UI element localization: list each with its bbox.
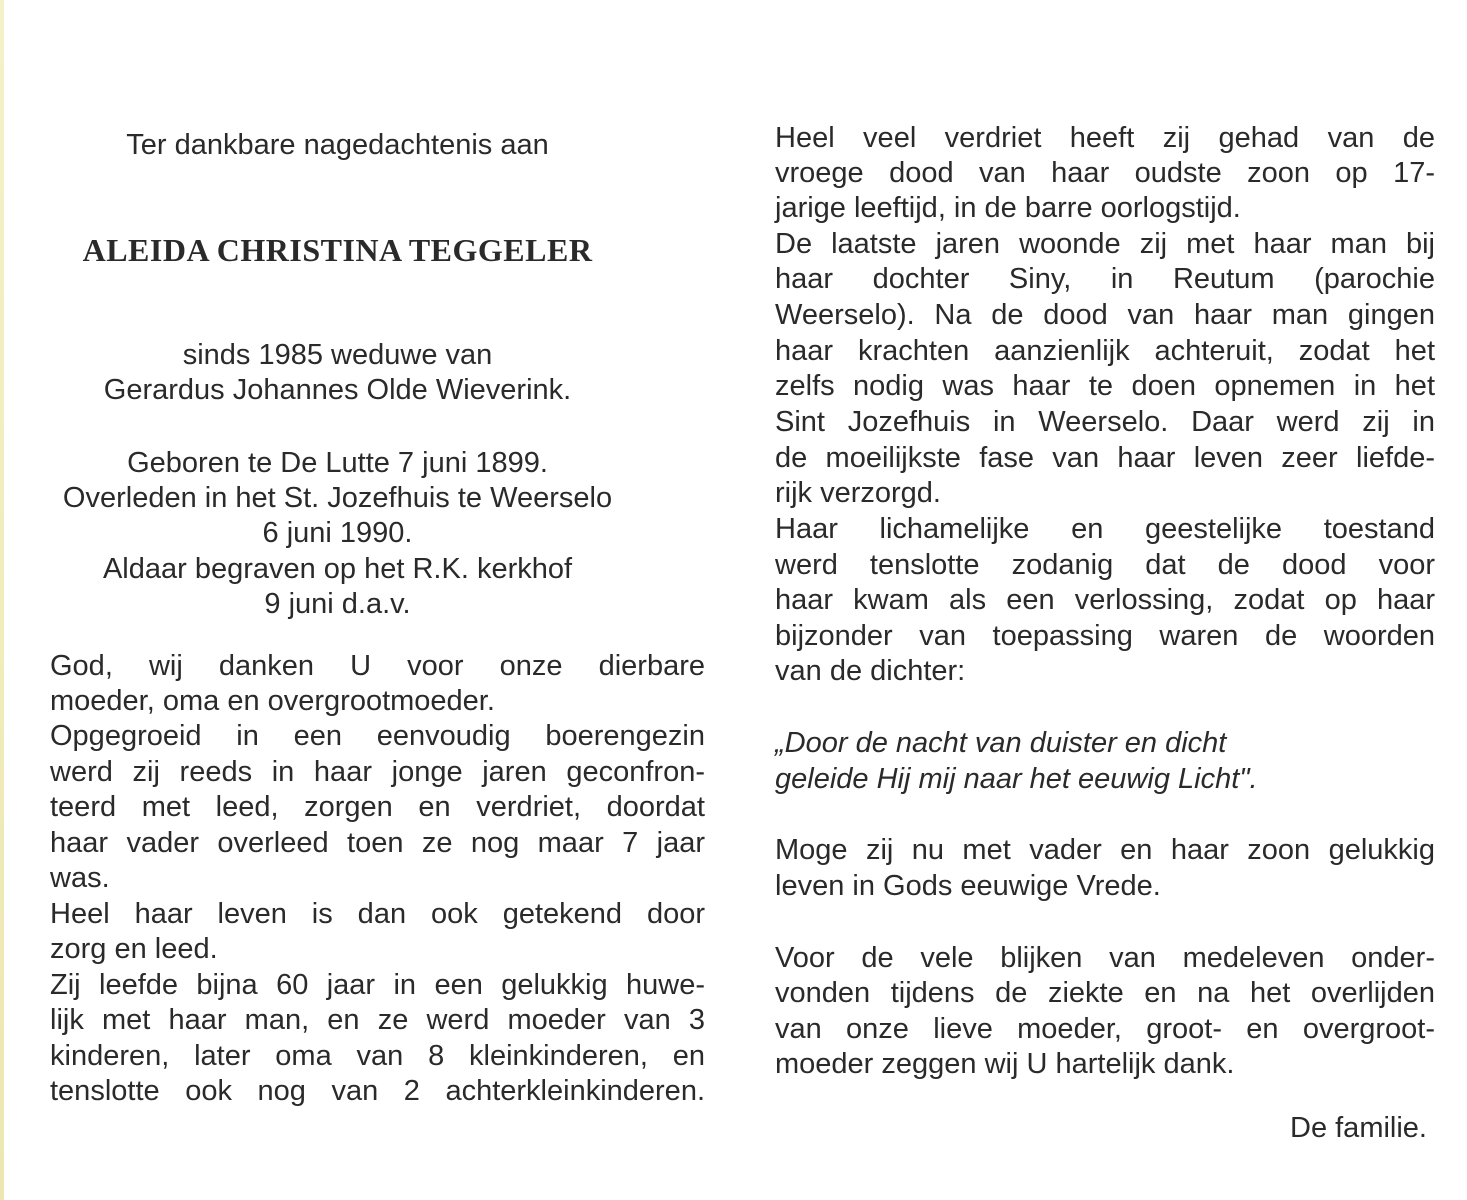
body-line: Heel veel verdriet heeft zij gehad van de [775, 122, 1435, 154]
body-line: Weerselo). Na de dood van haar man gingen [775, 299, 1435, 331]
deceased-name: ALEIDA CHRISTINA TEGGELER [82, 232, 593, 268]
death-line-2: 6 juni 1990. [262, 517, 413, 549]
body-line: Sint Jozefhuis in Weerselo. Daar werd zij in [775, 406, 1435, 438]
body-line: haar dochter Siny, in Reutum (parochie [775, 263, 1435, 295]
widow-line-1: sinds 1985 weduwe van [182, 339, 493, 371]
poem-line: geleide Hij mij naar het eeuwig Licht". [775, 763, 1258, 795]
body-line: haar vader overleed toen ze nog maar 7 jaar [50, 827, 705, 859]
body-line: Heel haar leven is dan ook getekend door [50, 898, 705, 930]
burial-line-2: 9 juni d.a.v. [264, 588, 411, 620]
intro-line: Ter dankbare nagedachtenis aan [126, 129, 549, 161]
widow-line-2: Gerardus Johannes Olde Wieverink. [103, 374, 572, 406]
thanks-line: moeder zeggen wij U hartelijk dank. [775, 1048, 1235, 1080]
burial-line-1: Aldaar begraven op het R.K. kerkhof [102, 553, 573, 585]
body-line: teerd met leed, zorgen en verdriet, doordat [50, 791, 705, 823]
body-line: was. [50, 862, 110, 894]
signature: De familie. [1290, 1112, 1427, 1144]
body-line: De laatste jaren woonde zij met haar man bij [775, 228, 1435, 260]
body-line: werd tenslotte zodanig dat de dood voor [775, 549, 1435, 581]
body-line: moeder, oma en overgrootmoeder. [50, 685, 495, 717]
wish-line: Moge zij nu met vader en haar zoon gelukkig [775, 834, 1435, 866]
body-line: de moeilijkste fase van haar leven zeer liefde- [775, 442, 1435, 474]
thanks-line: van onze lieve moeder, groot- en overgroot- [775, 1013, 1435, 1045]
body-line: van de dichter: [775, 655, 966, 687]
body-line: haar kwam als een verlossing, zodat op haar [775, 584, 1435, 616]
poem-line: „Door de nacht van duister en dicht [775, 727, 1227, 759]
card-edge [0, 0, 4, 1200]
body-line: lijk met haar man, en ze werd moeder van 3 [50, 1004, 705, 1036]
body-line: rijk verzorgd. [775, 477, 941, 509]
body-line: zorg en leed. [50, 933, 218, 965]
thanks-line: Voor de vele blijken van medeleven onder- [775, 942, 1435, 974]
body-line: God, wij danken U voor onze dierbare [50, 650, 705, 682]
body-line: zelfs nodig was haar te doen opnemen in het [775, 370, 1435, 402]
birth-line: Geboren te De Lutte 7 juni 1899. [127, 447, 548, 479]
body-line: Zij leefde bijna 60 jaar in een gelukkig huwe- [50, 969, 705, 1001]
body-line: jarige leeftijd, in de barre oorlogstijd. [775, 192, 1241, 224]
body-line: bijzonder van toepassing waren de woorden [775, 620, 1435, 652]
wish-line: leven in Gods eeuwige Vrede. [775, 870, 1161, 902]
body-line: Opgegroeid in een eenvoudig boerengezin [50, 720, 705, 752]
body-line: werd zij reeds in haar jonge jaren geconfron- [50, 756, 705, 788]
thanks-line: vonden tijdens de ziekte en na het overlijden [775, 977, 1435, 1009]
body-line: tenslotte ook nog van 2 achterkleinkinderen. [50, 1075, 705, 1107]
death-line-1: Overleden in het St. Jozefhuis te Weerselo [62, 482, 613, 514]
body-line: kinderen, later oma van 8 kleinkinderen, en [50, 1040, 705, 1072]
body-line: Haar lichamelijke en geestelijke toestand [775, 513, 1435, 545]
body-line: haar krachten aanzienlijk achteruit, zodat het [775, 335, 1435, 367]
body-line: vroege dood van haar oudste zoon op 17- [775, 157, 1435, 189]
